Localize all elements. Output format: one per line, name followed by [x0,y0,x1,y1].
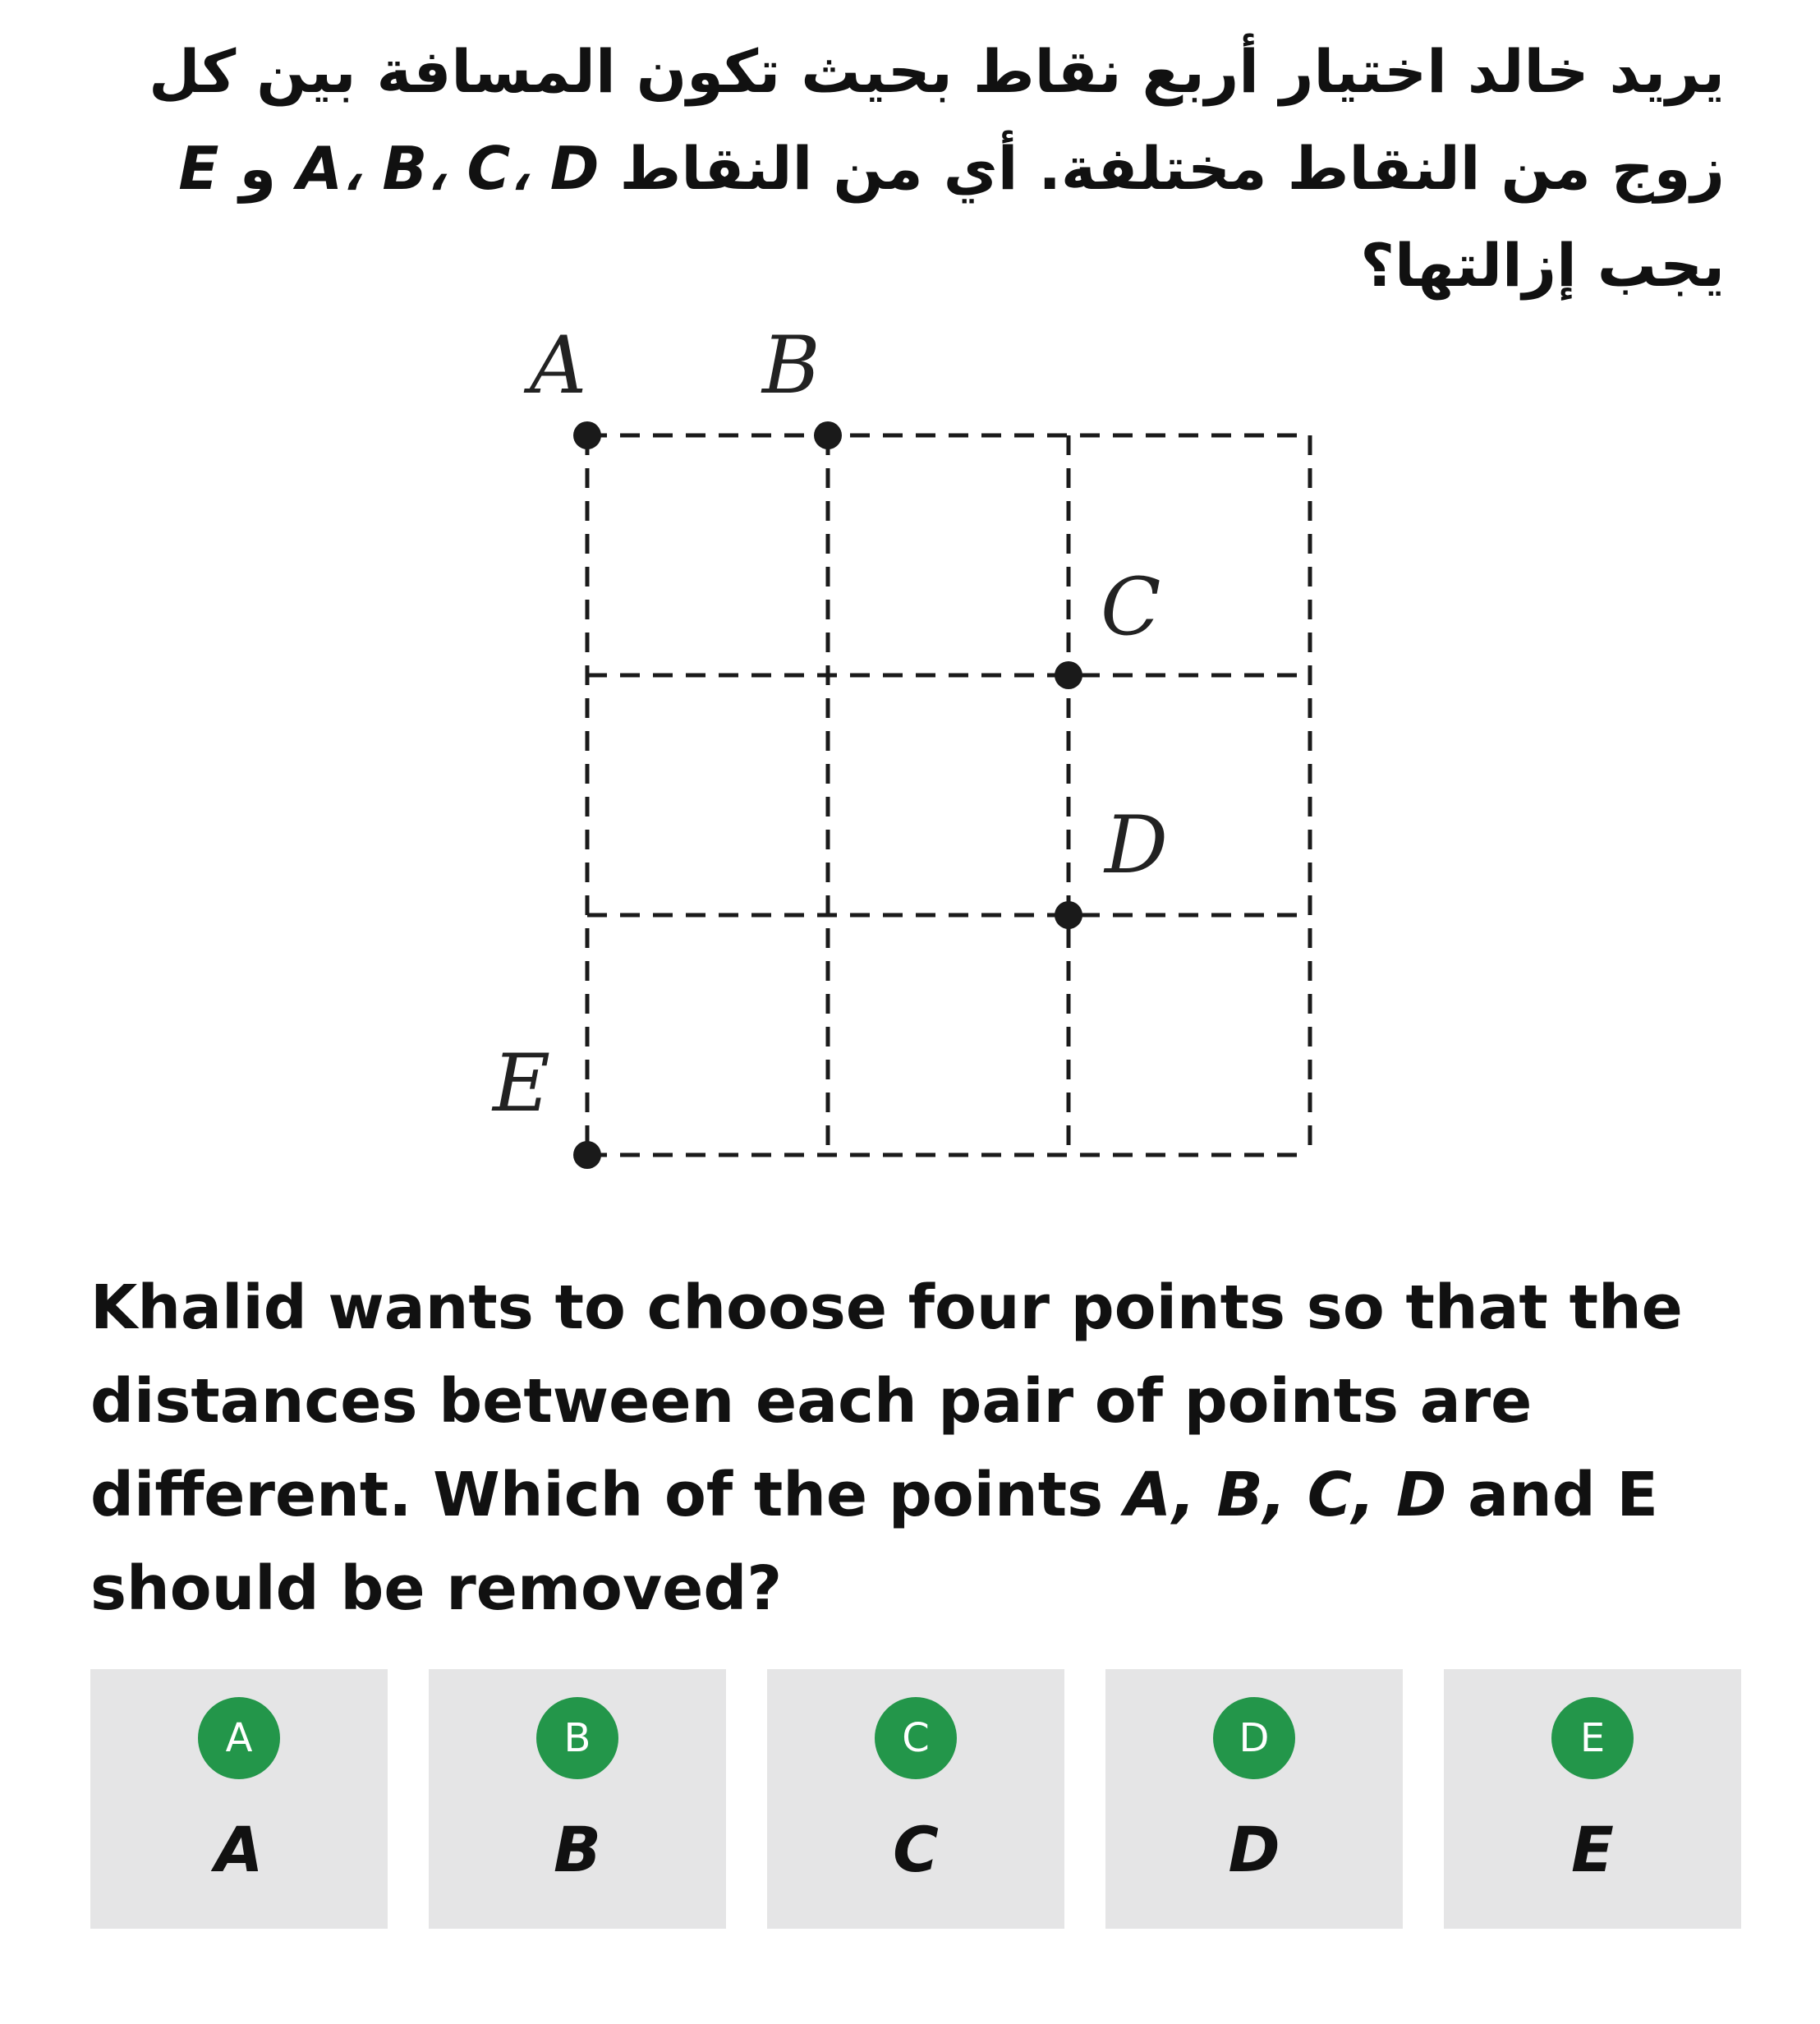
option-c-badge: C [875,1697,957,1779]
point-a-label: A [530,320,587,412]
arabic-question-part-2: يجب إزالتها؟ [1360,231,1725,300]
point-b-dot [814,421,842,449]
point-e-label: E [493,1037,551,1129]
option-e-answer: E [1571,1813,1614,1886]
point-c-dot [1055,661,1082,689]
point-e-dot [573,1141,601,1169]
option-d-badge: D [1213,1697,1295,1779]
option-d-button[interactable] [1105,1669,1403,1929]
answer-options [90,1669,1741,1929]
grid-points [573,421,1082,1169]
point-a-dot [573,421,601,449]
option-d-answer: D [1228,1813,1280,1886]
arabic-question-part-1: يريد خالد اختيار أربع نقاط بحيث تكون المسافة بين كل زوج من النقاط مختلفة. أي من النقاط [149,37,1725,203]
option-a-badge: A [198,1697,280,1779]
option-a-button[interactable] [90,1669,388,1929]
arabic-question-points: A، B، C، D [296,134,600,203]
grid-diagram [460,320,1363,1191]
grid-lines [587,435,1310,1155]
option-c-answer: C [893,1813,939,1886]
option-b-badge: B [536,1697,618,1779]
english-question-points: A, B, C, D [1124,1460,1447,1530]
english-question-part-2: and E should be removed? [90,1460,1658,1624]
point-d-label: D [1105,799,1168,891]
option-c-button[interactable] [767,1669,1064,1929]
point-d-dot [1055,901,1082,929]
english-question-part-1: Khalid wants to choose four points so that the distances between each pair of points are different. Which of the points [90,1272,1683,1530]
grid-figure [460,320,1363,1191]
point-c-label: C [1101,561,1161,653]
option-a-answer: A [214,1813,264,1886]
arabic-question-and: و [218,134,297,203]
option-e-badge: E [1551,1697,1634,1779]
option-e-button[interactable] [1444,1669,1741,1929]
point-b-label: B [762,320,820,412]
arabic-question-text [99,23,1725,314]
option-b-answer: B [554,1813,601,1886]
option-b-button[interactable] [429,1669,726,1929]
english-question-text [90,1261,1741,1635]
arabic-question-last-point: E [178,134,219,203]
